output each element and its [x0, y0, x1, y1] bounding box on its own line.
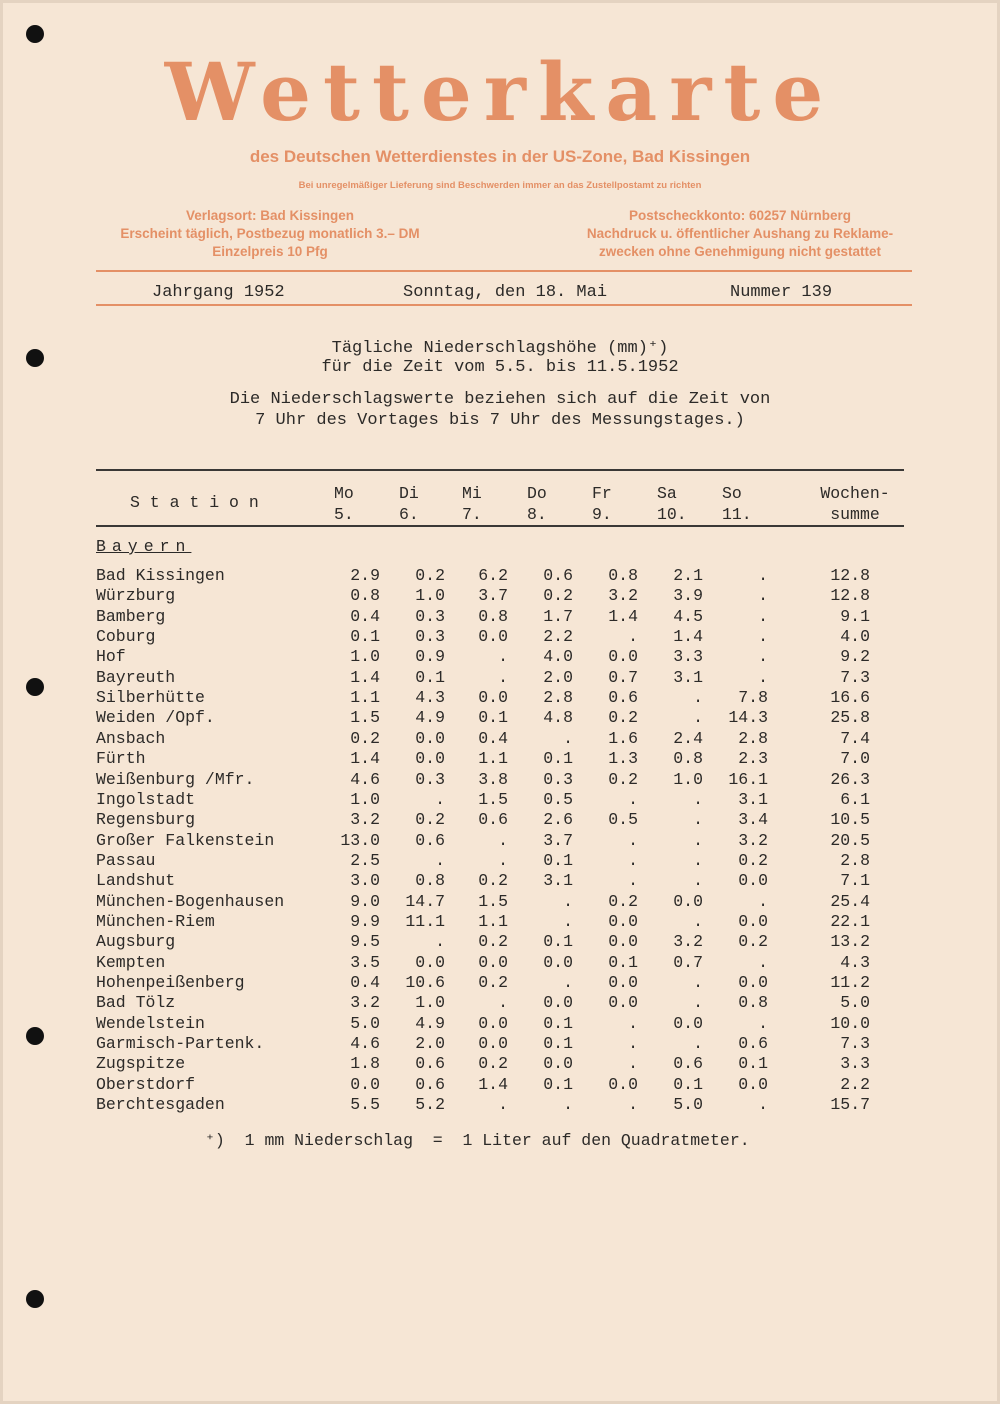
precip-value: 1.5 — [350, 708, 380, 727]
precip-value: . — [628, 790, 638, 809]
station-name: Hof — [96, 647, 126, 666]
precip-value: 2.4 — [673, 729, 703, 748]
station-name: Kempten — [96, 953, 166, 972]
precip-value: 0.3 — [415, 627, 445, 646]
divider — [96, 304, 912, 306]
precip-value: 1.4 — [673, 627, 703, 646]
station-header: S t a t i o n — [130, 493, 259, 512]
day-label: Do — [527, 484, 547, 503]
issue-number: Nummer 139 — [730, 283, 833, 302]
precip-value: . — [693, 688, 703, 707]
precip-value: 0.2 — [543, 586, 573, 605]
precip-value: 0.3 — [415, 770, 445, 789]
precip-value: 3.1 — [543, 871, 573, 890]
station-name: Bad Tölz — [96, 993, 176, 1012]
punch-hole — [26, 678, 44, 696]
precip-value: 0.1 — [478, 708, 508, 727]
precip-value: . — [628, 1014, 638, 1033]
precip-value: 16.1 — [728, 770, 768, 789]
precip-value: 0.2 — [415, 810, 445, 829]
precip-value: 0.1 — [415, 668, 445, 687]
precip-value: 0.6 — [415, 1054, 445, 1073]
weekly-sum: 7.3 — [840, 668, 870, 687]
masthead-notice: Bei unregelmäßiger Lieferung sind Beschwerden immer an das Zustellpostamt zu richten — [298, 180, 702, 191]
precip-value: 0.0 — [673, 892, 703, 911]
table-top-rule — [96, 469, 904, 471]
precip-value: 5.0 — [673, 1095, 703, 1114]
precip-value: . — [628, 851, 638, 870]
precip-value: . — [758, 1095, 768, 1114]
precip-value: 0.2 — [478, 871, 508, 890]
precip-value: 1.3 — [608, 749, 638, 768]
day-label: Mi — [462, 484, 482, 503]
precip-value: 0.0 — [415, 729, 445, 748]
masthead-subtitle: des Deutschen Wetterdienstes in der US-Zone, Bad Kissingen — [249, 147, 751, 166]
precip-value: . — [758, 892, 768, 911]
precip-value: 3.7 — [478, 586, 508, 605]
precip-value: 0.0 — [415, 953, 445, 972]
precip-value: 9.0 — [350, 892, 380, 911]
weekly-sum: 7.4 — [840, 729, 870, 748]
precip-value: 0.2 — [738, 851, 768, 870]
precip-value: 0.2 — [608, 892, 638, 911]
precip-value: 0.6 — [738, 1034, 768, 1053]
day-column-header — [399, 483, 439, 525]
precip-value: 1.1 — [478, 749, 508, 768]
station-name: Zugspitze — [96, 1054, 186, 1073]
precip-value: 0.0 — [478, 627, 508, 646]
precip-value: 0.5 — [543, 790, 573, 809]
station-name: Landshut — [96, 871, 176, 890]
precip-value: 1.5 — [478, 892, 508, 911]
precip-value: 1.7 — [543, 607, 573, 626]
day-date: 11. — [722, 505, 752, 524]
precip-value: 11.1 — [405, 912, 445, 931]
station-name: Wendelstein — [96, 1014, 205, 1033]
precip-value: . — [693, 851, 703, 870]
precip-value: 4.0 — [543, 647, 573, 666]
precip-value: 7.8 — [738, 688, 768, 707]
precip-value: . — [693, 831, 703, 850]
precip-value: 3.4 — [738, 810, 768, 829]
precip-value: 0.1 — [543, 851, 573, 870]
precip-value: . — [628, 1034, 638, 1053]
precip-value: 4.8 — [543, 708, 573, 727]
precip-value: 0.0 — [543, 953, 573, 972]
station-name: Ingolstadt — [96, 790, 196, 809]
precip-value: 10.6 — [405, 973, 445, 992]
precip-value: . — [435, 851, 445, 870]
precip-value: 1.6 — [608, 729, 638, 748]
precip-value: . — [563, 729, 573, 748]
precip-value: 4.6 — [350, 770, 380, 789]
day-label: Di — [399, 484, 419, 503]
day-label: Mo — [334, 484, 354, 503]
precip-value: 0.2 — [350, 729, 380, 748]
weekly-sum: 10.0 — [830, 1014, 870, 1033]
precip-value: 0.1 — [673, 1075, 703, 1094]
weekly-sum: 20.5 — [830, 831, 870, 850]
weekly-sum: 5.0 — [840, 993, 870, 1012]
precip-value: . — [498, 647, 508, 666]
precip-value: 0.6 — [543, 566, 573, 585]
weekly-sum: 22.1 — [830, 912, 870, 931]
precip-value: 0.0 — [415, 749, 445, 768]
precip-value: . — [693, 871, 703, 890]
precip-value: 0.0 — [608, 912, 638, 931]
publisher-info — [100, 207, 440, 261]
precip-value: 0.1 — [738, 1054, 768, 1073]
precip-value: . — [693, 973, 703, 992]
precip-value: 0.0 — [608, 993, 638, 1012]
precip-value: . — [693, 810, 703, 829]
precip-value: 0.0 — [738, 973, 768, 992]
station-name: Coburg — [96, 627, 156, 646]
day-date: 7. — [462, 505, 482, 524]
precip-value: 1.1 — [478, 912, 508, 931]
precip-value: 0.9 — [415, 647, 445, 666]
weekly-sum: 7.1 — [840, 871, 870, 890]
sum-header-line: summe — [830, 505, 880, 524]
precip-value: 14.3 — [728, 708, 768, 727]
punch-hole — [26, 1027, 44, 1045]
day-column-header — [722, 483, 762, 525]
precip-value: . — [758, 586, 768, 605]
precip-value: 3.2 — [350, 810, 380, 829]
precip-value: 6.2 — [478, 566, 508, 585]
precip-value: 2.6 — [543, 810, 573, 829]
precip-value: 0.2 — [608, 770, 638, 789]
precip-value: 0.4 — [478, 729, 508, 748]
table-title: Tägliche Niederschlagshöhe (mm)⁺) — [331, 339, 669, 358]
station-name: Oberstdorf — [96, 1075, 196, 1094]
precip-value: 2.9 — [350, 566, 380, 585]
precip-value: 0.0 — [478, 688, 508, 707]
precip-value: 3.2 — [673, 932, 703, 951]
precip-value: 2.8 — [543, 688, 573, 707]
precip-value: . — [693, 708, 703, 727]
day-date: 10. — [657, 505, 687, 524]
precip-value: . — [563, 912, 573, 931]
precip-value: 0.3 — [415, 607, 445, 626]
day-column-header — [657, 483, 697, 525]
precip-value: 0.3 — [543, 770, 573, 789]
punch-hole — [26, 1290, 44, 1308]
precip-value: 4.9 — [415, 1014, 445, 1033]
precip-value: 3.2 — [608, 586, 638, 605]
precip-value: . — [563, 1095, 573, 1114]
precip-value: 1.4 — [350, 668, 380, 687]
day-column-header — [527, 483, 567, 525]
precip-value: 0.6 — [415, 831, 445, 850]
precip-value: 3.9 — [673, 586, 703, 605]
precip-value: . — [758, 668, 768, 687]
copyright-info — [570, 207, 910, 261]
weekly-sum: 3.3 — [840, 1054, 870, 1073]
masthead-title: Wetterkarte — [164, 45, 836, 139]
precip-value: 0.0 — [543, 993, 573, 1012]
precip-value: 0.1 — [608, 953, 638, 972]
precip-value: 3.2 — [738, 831, 768, 850]
precip-value: 0.0 — [478, 953, 508, 972]
precip-value: . — [758, 953, 768, 972]
precip-value: 0.2 — [608, 708, 638, 727]
precip-value: 0.8 — [608, 566, 638, 585]
issue-year: Jahrgang 1952 — [152, 283, 285, 302]
publisher-line: Verlagsort: Bad Kissingen — [185, 208, 355, 223]
precip-value: . — [563, 892, 573, 911]
precip-value: 0.8 — [673, 749, 703, 768]
station-name: Augsburg — [96, 932, 176, 951]
weekly-sum: 2.8 — [840, 851, 870, 870]
precip-value: 3.8 — [478, 770, 508, 789]
weekly-sum: 25.8 — [830, 708, 870, 727]
precip-value: . — [563, 973, 573, 992]
day-date: 6. — [399, 505, 419, 524]
precip-value: 1.5 — [478, 790, 508, 809]
precip-value: . — [498, 1095, 508, 1114]
precip-value: 1.4 — [608, 607, 638, 626]
precip-value: 9.5 — [350, 932, 380, 951]
issue-date: Sonntag, den 18. Mai — [403, 283, 608, 302]
station-name: Weiden /Opf. — [96, 708, 215, 727]
precip-value: 0.0 — [608, 1075, 638, 1094]
precip-value: 0.6 — [673, 1054, 703, 1073]
precip-value: 0.1 — [543, 749, 573, 768]
region-label: Bayern — [96, 537, 192, 556]
weekly-sum: 13.2 — [830, 932, 870, 951]
precip-value: 3.3 — [673, 647, 703, 666]
precip-value: . — [758, 566, 768, 585]
day-column-header — [592, 483, 632, 525]
day-label: Fr — [592, 484, 612, 503]
precip-value: . — [628, 1095, 638, 1114]
precip-value: 0.0 — [350, 1075, 380, 1094]
precip-value: 0.5 — [608, 810, 638, 829]
sum-header-line: Wochen- — [820, 484, 890, 503]
station-name: Bad Kissingen — [96, 566, 225, 585]
precip-value: 0.7 — [673, 953, 703, 972]
station-name: Würzburg — [96, 586, 176, 605]
precip-value: . — [498, 668, 508, 687]
sum-header — [800, 483, 910, 525]
copyright-line: zwecken ohne Genehmigung nicht gestattet — [598, 244, 882, 259]
weekly-sum: 6.1 — [840, 790, 870, 809]
precip-value: . — [628, 627, 638, 646]
weekly-sum: 7.0 — [840, 749, 870, 768]
table-note: 7 Uhr des Vortages bis 7 Uhr des Messungstages.) — [255, 411, 745, 430]
precip-value: 1.4 — [350, 749, 380, 768]
precip-value: 4.5 — [673, 607, 703, 626]
precip-value: . — [693, 1034, 703, 1053]
precip-value: 0.1 — [543, 1075, 573, 1094]
precip-value: 0.0 — [608, 647, 638, 666]
table-header-rule — [96, 525, 904, 527]
precip-value: 4.9 — [415, 708, 445, 727]
weekly-sum: 26.3 — [830, 770, 870, 789]
copyright-line: Postscheckkonto: 60257 Nürnberg — [628, 208, 852, 223]
precip-value: 3.0 — [350, 871, 380, 890]
precip-value: 0.4 — [350, 607, 380, 626]
station-name: Bamberg — [96, 607, 166, 626]
day-column-header — [462, 483, 502, 525]
precip-value: . — [758, 647, 768, 666]
station-name: Silberhütte — [96, 688, 205, 707]
table-period: für die Zeit vom 5.5. bis 11.5.1952 — [321, 358, 679, 377]
weekly-sum: 12.8 — [830, 566, 870, 585]
weekly-sum: 7.3 — [840, 1034, 870, 1053]
precip-value: 0.0 — [738, 871, 768, 890]
precip-value: 2.8 — [738, 729, 768, 748]
precip-value: 3.7 — [543, 831, 573, 850]
weekly-sum: 10.5 — [830, 810, 870, 829]
precip-value: 14.7 — [405, 892, 445, 911]
precip-value: 9.9 — [350, 912, 380, 931]
precip-value: . — [628, 831, 638, 850]
weekly-sum: 15.7 — [830, 1095, 870, 1114]
precip-value: 1.0 — [350, 647, 380, 666]
precip-value: . — [628, 1054, 638, 1073]
precip-value: 0.0 — [608, 932, 638, 951]
precip-value: 5.2 — [415, 1095, 445, 1114]
precip-value: 0.0 — [673, 1014, 703, 1033]
station-name: Fürth — [96, 749, 146, 768]
precip-value: 13.0 — [340, 831, 380, 850]
weekly-sum: 2.2 — [840, 1075, 870, 1094]
precip-value: 0.2 — [478, 973, 508, 992]
day-date: 8. — [527, 505, 547, 524]
precip-value: 1.4 — [478, 1075, 508, 1094]
precip-value: 1.0 — [673, 770, 703, 789]
station-name: Weißenburg /Mfr. — [96, 770, 255, 789]
precip-value: 0.1 — [543, 1014, 573, 1033]
station-name: Regensburg — [96, 810, 196, 829]
weekly-sum: 12.8 — [830, 586, 870, 605]
weekly-sum: 25.4 — [830, 892, 870, 911]
precip-value: 0.8 — [478, 607, 508, 626]
day-label: Sa — [657, 484, 677, 503]
precip-value: 0.1 — [543, 1034, 573, 1053]
precip-value: 3.5 — [350, 953, 380, 972]
station-name: Berchtesgaden — [96, 1095, 225, 1114]
station-name: Garmisch-Partenk. — [96, 1034, 265, 1053]
weekly-sum: 11.2 — [830, 973, 870, 992]
precip-value: 2.5 — [350, 851, 380, 870]
precip-value: 0.8 — [350, 586, 380, 605]
day-column-header — [334, 483, 374, 525]
precip-value: . — [693, 790, 703, 809]
precip-value: 1.0 — [415, 586, 445, 605]
weekly-sum: 4.0 — [840, 627, 870, 646]
precip-value: 0.0 — [478, 1014, 508, 1033]
precip-value: . — [758, 607, 768, 626]
precip-value: 0.2 — [415, 566, 445, 585]
station-name: München-Bogenhausen — [96, 892, 285, 911]
precip-value: 0.2 — [738, 932, 768, 951]
table-note: Die Niederschlagswerte beziehen sich auf die Zeit von — [229, 390, 771, 409]
precip-value: 0.0 — [478, 1034, 508, 1053]
station-name: Passau — [96, 851, 156, 870]
precip-value: 0.4 — [350, 973, 380, 992]
precip-value: 1.8 — [350, 1054, 380, 1073]
day-label: So — [722, 484, 742, 503]
precip-value: 3.2 — [350, 993, 380, 1012]
precip-value: . — [628, 871, 638, 890]
publisher-line: Erscheint täglich, Postbezug monatlich 3.– DM — [120, 226, 420, 241]
precip-value: 0.8 — [738, 993, 768, 1012]
precip-value: 0.0 — [738, 1075, 768, 1094]
precip-value: . — [498, 831, 508, 850]
divider — [96, 270, 912, 272]
precip-value: 1.0 — [415, 993, 445, 1012]
punch-hole — [26, 25, 44, 43]
precip-value: 2.3 — [738, 749, 768, 768]
station-name: Hohenpeißenberg — [96, 973, 245, 992]
precip-value: . — [435, 790, 445, 809]
precip-value: . — [435, 932, 445, 951]
precip-value: . — [498, 851, 508, 870]
precip-value: 0.6 — [415, 1075, 445, 1094]
precip-value: . — [693, 912, 703, 931]
precip-value: 0.6 — [608, 688, 638, 707]
precip-value: 3.1 — [673, 668, 703, 687]
precip-value: . — [758, 627, 768, 646]
precip-value: 5.5 — [350, 1095, 380, 1114]
precip-value: . — [693, 993, 703, 1012]
precip-value: . — [498, 993, 508, 1012]
precip-value: 5.0 — [350, 1014, 380, 1033]
footnote: ⁺) 1 mm Niederschlag = 1 Liter auf den Quadratmeter. — [205, 1131, 750, 1150]
publisher-line: Einzelpreis 10 Pfg — [212, 244, 328, 259]
precip-value: 0.2 — [478, 1054, 508, 1073]
precip-value: 1.0 — [350, 790, 380, 809]
weekly-sum: 9.1 — [840, 607, 870, 626]
precip-value: 0.8 — [415, 871, 445, 890]
precip-value: 2.2 — [543, 627, 573, 646]
precip-value: 0.1 — [350, 627, 380, 646]
precip-value: 4.6 — [350, 1034, 380, 1053]
precip-value: 0.6 — [478, 810, 508, 829]
station-name: Bayreuth — [96, 668, 176, 687]
precip-value: 0.0 — [738, 912, 768, 931]
precip-value: 0.1 — [543, 932, 573, 951]
precip-value: 2.0 — [543, 668, 573, 687]
station-name: München-Riem — [96, 912, 215, 931]
day-date: 9. — [592, 505, 612, 524]
weekly-sum: 9.2 — [840, 647, 870, 666]
precip-value: 2.1 — [673, 566, 703, 585]
weekly-sum: 16.6 — [830, 688, 870, 707]
precip-value: 3.1 — [738, 790, 768, 809]
precip-value: 0.2 — [478, 932, 508, 951]
precip-value: 0.0 — [543, 1054, 573, 1073]
station-name: Großer Falkenstein — [96, 831, 275, 850]
weekly-sum: 4.3 — [840, 953, 870, 972]
precip-value: 0.0 — [608, 973, 638, 992]
station-name: Ansbach — [96, 729, 166, 748]
precip-value: . — [758, 1014, 768, 1033]
precip-value: 2.0 — [415, 1034, 445, 1053]
precip-value: 4.3 — [415, 688, 445, 707]
precip-value: 0.7 — [608, 668, 638, 687]
precip-value: 1.1 — [350, 688, 380, 707]
day-date: 5. — [334, 505, 354, 524]
copyright-line: Nachdruck u. öffentlicher Aushang zu Reklame- — [586, 226, 894, 241]
